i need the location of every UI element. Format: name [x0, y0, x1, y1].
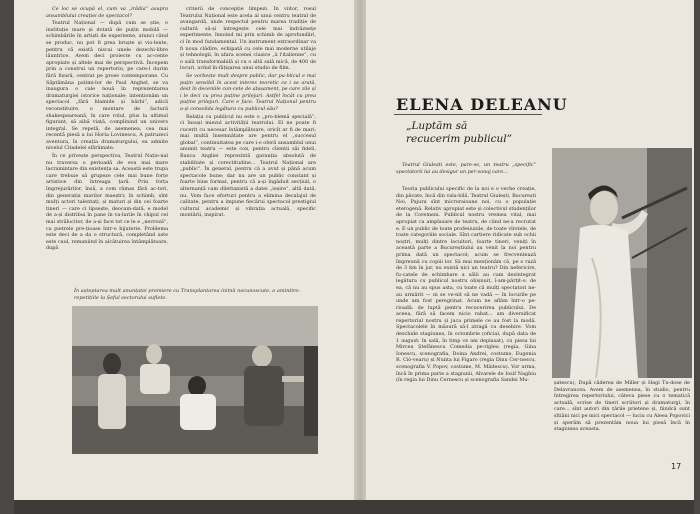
- body-paragraph: În ce privește perspectiva, Teatrul Națio-nal nu traversa o perioadă de eva mai mare lacramintare din existența sa. Această este trupa care trebuie să grupeze cele mai bune forțe artistice din întreaga țară. Prin forța împrejurărilor, însă, a com rămas fără ac-tori, din generația marilor maeștri; în schimb, sînt mulți actori talentați, și maturi și din cei foarte tineri — care ci lipsește, deocam-dată, e model de a-și distribui în pane în va-lurile în chipul cel mai strălucitor, de a-și face tot ce le e „nevroză”, ca pietrele pre-țioase într-o bijuterie. Problema este deci de a da o structură, completând aste este caul, remaniind în alcătuirea întâmplătoare, după: [46, 153, 168, 252]
- body-paragraph: Teatrul Național — după cum se știe, o instituție mare și dotată de puțin mobilă — schimbările în artiști de experiente, atunci când se produc, nu pot fi prea bruște și vio-lente, pentru că există niscai unele dezechi-libre lăuntrice. Avem deci proiecte cu ac-cente apropiate și altele mai de perspectivă. Începem prin a construi un repertoriu, pe care-l durim fără fisură, centrat pe prose contemporane. Cu Săptămâna patimi-lor de Paul Anghel, se va inaugura o cale nouă în reprezentarea dramaturgiei istorice naționale; intenționăm un spectacol „fără hlamide și bărbi”, adică reconstituire, o montare de factură shakespeareană, în care rolul, plus la ultimul figurant, să aibă viață, complinind un univers integral. Se repetă, de asemenea, cea mai recentă piesă a lui Horia Lovinescu, A patruzeci aventura, în creația dramaturgului, ea admite nivelul Citadelei sfărâmate.: [46, 20, 168, 152]
- page-number: 17: [671, 462, 682, 471]
- left-column-1: [46, 6, 168, 278]
- body-paragraph: Teoria publicului specific de la noi e o veche creație, din păcate, încă din vala-bilă. Teatrul Giulești, București Noi, Pajura sînt microraioane noi, cu o populație eterogenă. Relativ apropiat este și colectivul studenților de la Coremeni. Publicul nostru vremea vital, mai apropiat ca amplasare de teatru, de când ne-a recrutat e. E un public de toate profesiunile, de toate vîrstele, de toate categoriile sociale. Sînt cartiere ridicate sub ochii noștri, mulți dintre locuitori, foarte tineri, veniți în această parte a Bucureștiului au venit la noi pentru prima dată un spectacol; acum se frecventează împreună cu copiii lor. Să mai menționăm că, pe o rază de 3 km în jur, nu există nici un teatru? Din nefericire, fu-catele de schimbare a sălii au cam dezintegrat legătura cu publicul nostru obișnuit, î-am-părțit-o. de ea, că nu au spus asta, cu toate că mulți spectatori ne-au urmărit — ni se ve-nit să ne vadă — în locurile pe unde am fost peregrinat. Acum ne aflăm într-o pe-rioadă: de luptă pentru recucerirea publicului. De aceea, fără să facem nicio rabat... am diversificat repertoriul nostru și juca primele ce au fost la modă. Spectacolele în măsură să-l atragă cu desebire. Vom deschide stagiunea, în octombrie (oficial, după data de 1 august: în sală, în timp ce am deplasat), cu piesa lui Mircea Ștefănescu Comedia pe-rigleu (regia, Gina Ionescu, scenografia, Doina Andrei, costume, Eugenia R. Ciò-vearu) și Nunta lui Figaro (regia Dinu Cer-nescu, scenografia V. Popov, costume, M. Mădescu). Vor urma, încă în prima parte a stagiunii, Alvarele de Iosif Naghiu (în regia lui Dinu Cernescu și scenografia Sandei Mu-: [396, 186, 536, 384]
- rehearsal-photo: [72, 306, 318, 454]
- left-page: [14, 0, 356, 500]
- right-body-column: [396, 186, 536, 426]
- body-paragraph: șatescu), După căderea de Miller și Hagi Tu-dose de Delavrancea. Avem de asemenea, în studio, pentru întregirea repertoriului, câteva piese cu o tematică actuală, scrise de tineri scriitori și dramaturgi, în care... sînt autori din țările prietene și, fiindcă sunt sîtiăni nici pe mici spectacol — luciu cu Aleea Popovici și sperăm să prezentăm noua lui piesă încă în stagiunea aceasta.: [554, 380, 690, 433]
- right-page: [366, 0, 694, 500]
- title-rule: [394, 114, 542, 115]
- intro-question: [396, 162, 536, 184]
- headline-quote: „Luptăm să recucerim publicul”: [406, 120, 512, 145]
- photo-caption: În așteptarea mult anunțatei premiere cu Transplantarea inimii necunoscute, o amintire: repetițiile la Șeful sectorului suflete.: [74, 288, 301, 301]
- body-paragraph: Relația cu publicul nu este o „pro-blemă specială”, ci însuși miezul activității teatrului. El ne poate fi cucerit cu necesar întâmplătoare, oricît ar fi de mari; mai multă însemnătate are pentru el „succesul global”, continuitatea pe care i-o oferă ansamblul unui anumit teatru — este con, pentru clientii săi fideli, Banca Angliei reprezintă garanția absolută de stabilitate și corectitudine... Teatrul Național are „public”. În general, pentru că a avut și până acum spectacole bune; dar nu are un public constant și foarte bine format, pentru că a-și îngăduit secțiuli, o alternanță cam dilettanistă a datei „ieșire”, altă dată, nu. Vom face eforturi pentru a elimina decalajul de calitate, pentru a impune fiecărui spectacol prestigiul cultural academic și vibrația actuală, specific montării, inspirat.: [180, 113, 316, 219]
- magazine-spread: [14, 0, 694, 500]
- interviewee-name: ELENA DELEANU: [396, 95, 568, 114]
- intro-text: Teatrul Giulești este, pare-se, un teatru „specific” spectatorii lui au desigur un per-sonaj care...: [396, 162, 536, 175]
- question-paragraph: Ce loc se ocupă el, cum va „irădia” asupra ansamblului creației de spectacol?: [46, 6, 168, 19]
- body-paragraph: criterii de concepție limpezi. În viitor, rosul Teatrului Național este acela al unui centru teatral de avangardă, unde respectul pentru marea tradiție de cultură să-și întregește cele mai îndrăznețe experimente, înnoind mi prin schimb de aprofundări, ci în mod fundamental. Un instrument extraordinar va fi noua clădire, echipată cu cele mai moderne utilaje și tehnologii, în afara scenei clasice „à l'italienne”, cu o sală transformabilă și cu o altă sală mică, de 400 de locuri, avînd în-fățișarea unui studio de film.: [180, 6, 316, 72]
- book-bottom-edge: [14, 500, 694, 514]
- actress-portrait-photo: [552, 148, 692, 378]
- left-column-2: [180, 6, 316, 278]
- question-paragraph: Se vorbește mult despre public, dar pu-blicul e mai puțin sensibil în acest interes teoretic ce i se arată, dest în deceniile con-cete de atașament, pe care zile și i le deci cu prea puține prilejuri. Astfel încât cu prea puține prilejuri. Care e face. Teatrul Național pentru a-și consolida legătura cu publicul său?: [180, 72, 316, 112]
- right-bottom-column: [554, 380, 690, 450]
